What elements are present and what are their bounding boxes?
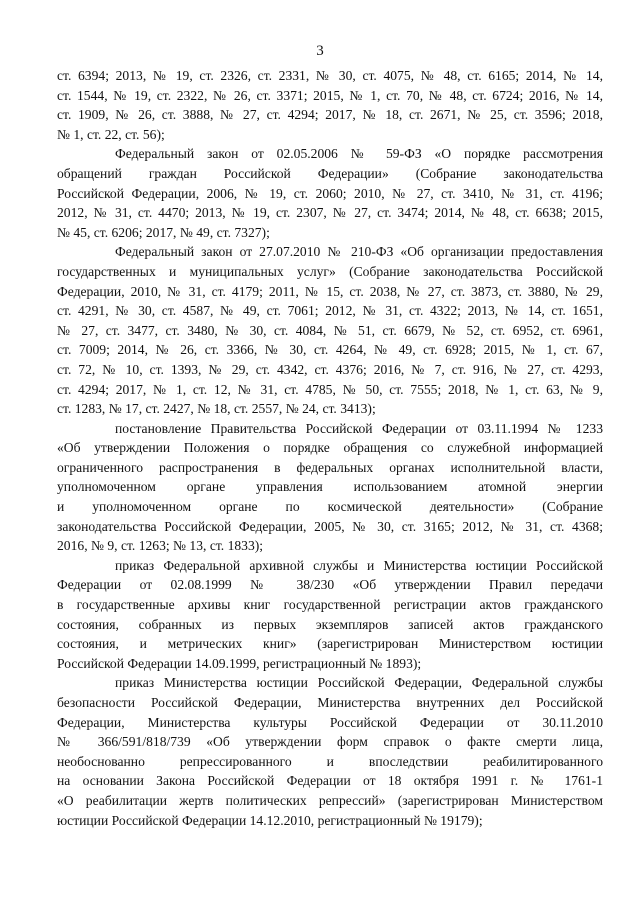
text-line: Федерации, Министерства культуры Российской Федерации от 30.11.2010 [57, 714, 603, 730]
text-line: ст. 1283, № 17, ст. 2427, № 18, ст. 2557, № 24, ст. 3413); [57, 401, 376, 417]
page-number: 3 [316, 43, 324, 59]
text-line: государственных и муниципальных услуг» (Собрание законодательства Российской [57, 263, 603, 279]
paragraph-pp-1233 [57, 419, 603, 556]
text-line: уполномоченном органе управления использованием атомной энергии [57, 479, 603, 495]
text-line: ст. 7009; 2014, № 26, ст. 3366, № 30, ст. 4264, № 49, ст. 6928; 2015, № 1, ст. 67, [57, 342, 603, 358]
text-line: постановление Правительства Российской Федерации от 03.11.1994 № 1233 [115, 420, 603, 436]
text-line: «О реабилитации жертв политических репрессий» (зарегистрирован Министерством [57, 792, 603, 808]
paragraph-order-38-230 [57, 556, 603, 674]
text-line: и уполномоченном органе по космической деятельности» (Собрание [57, 499, 603, 515]
text-line: ст. 4294; 2017, № 1, ст. 12, № 31, ст. 4785, № 50, ст. 7555; 2018, № 1, ст. 63, № 9, [57, 381, 603, 397]
text-line: «Об утверждении Положения о порядке обращения со служебной информацией [57, 440, 603, 456]
paragraph-continuation [57, 66, 603, 144]
text-line: Российской Федерации, 2006, № 19, ст. 2060; 2010, № 27, ст. 3410, № 31, ст. 4196; [57, 185, 603, 201]
text-line: состояния, собранных из первых экземпляров записей актов гражданского [57, 616, 603, 632]
text-line: обращений граждан Российской Федерации» (Собрание законодательства [57, 165, 603, 181]
text-line: Российской Федерации 14.09.1999, регистрационный № 1893); [57, 655, 422, 671]
text-line: Федеральный закон от 27.07.2010 № 210-ФЗ «Об организации предоставления [115, 244, 603, 260]
text-line: ст. 72, № 10, ст. 1393, № 29, ст. 4342, ст. 4376; 2016, № 7, ст. 916, № 27, ст. 4293, [57, 361, 603, 377]
text-line: законодательства Российской Федерации, 2005, № 30, ст. 3165; 2012, № 31, ст. 4368; [57, 518, 603, 534]
text-line: безопасности Российской Федерации, Министерства внутренних дел Российской [57, 695, 603, 710]
text-line: ст. 1544, № 19, ст. 2322, № 26, ст. 3371; 2015, № 1, ст. 70, № 48, ст. 6724; 2016, № 14, [57, 87, 603, 103]
paragraph-order-366 [57, 673, 603, 830]
text-line: № 366/591/818/739 «Об утверждении форм справок о факте смерти лица, [57, 734, 603, 750]
text-line: приказ Министерства юстиции Российской Федерации, Федеральной службы [115, 675, 603, 691]
text-line: 2016, № 9, ст. 1263; № 13, ст. 1833); [57, 538, 264, 554]
document-body [57, 66, 603, 830]
paragraph-fz-59 [57, 144, 603, 242]
text-line: в государственные архивы книг государственной регистрации актов гражданского [57, 597, 603, 613]
text-line: состояния, и метрических книг» (зарегистрирован Министерством юстиции [57, 636, 603, 652]
text-line: приказ Федеральной архивной службы и Министерства юстиции Российской [115, 557, 603, 573]
text-line: ст. 1909, № 26, ст. 3888, № 27, ст. 4294; 2017, № 18, ст. 2671, № 25, ст. 3596; 2018, [57, 107, 603, 123]
paragraph-fz-210 [57, 242, 603, 418]
text-line: 2012, № 31, ст. 4470; 2013, № 19, ст. 2307, № 27, ст. 3474; 2014, № 48, ст. 6638; 2015, [57, 205, 603, 221]
text-line: юстиции Российской Федерации 14.12.2010, регистрационный № 19179); [57, 812, 483, 828]
text-line: ст. 6394; 2013, № 19, ст. 2326, ст. 2331, № 30, ст. 4075, № 48, ст. 6165; 2014, № 14, [57, 68, 603, 83]
text-line: № 27, ст. 3477, ст. 3480, № 30, ст. 4084, № 51, ст. 6679, № 52, ст. 6952, ст. 6961, [57, 322, 603, 338]
text-line: Федеральный закон от 02.05.2006 № 59-ФЗ «О порядке рассмотрения [115, 146, 603, 162]
text-line: № 1, ст. 22, ст. 56); [57, 126, 165, 142]
text-line: № 45, ст. 6206; 2017, № 49, ст. 7327); [57, 224, 270, 240]
text-line: необоснованно репрессированного и впоследствии реабилитированного [57, 753, 603, 769]
text-line: ст. 4291, № 30, ст. 4587, № 49, ст. 7061; 2012, № 31, ст. 4322; 2013, № 14, ст. 1651, [57, 303, 603, 319]
text-line: на основании Закона Российской Федерации от 18 октября 1991 г. № 1761-1 [57, 773, 603, 789]
text-line: ограниченного распространения в федеральных органах исполнительной власти, [57, 459, 603, 475]
text-line: Федерации, 2010, № 31, ст. 4179; 2011, № 15, ст. 2038, № 27, ст. 3873, ст. 3880, № 29, [57, 283, 603, 299]
text-line: Федерации от 02.08.1999 № 38/230 «Об утверждении Правил передачи [57, 577, 603, 593]
